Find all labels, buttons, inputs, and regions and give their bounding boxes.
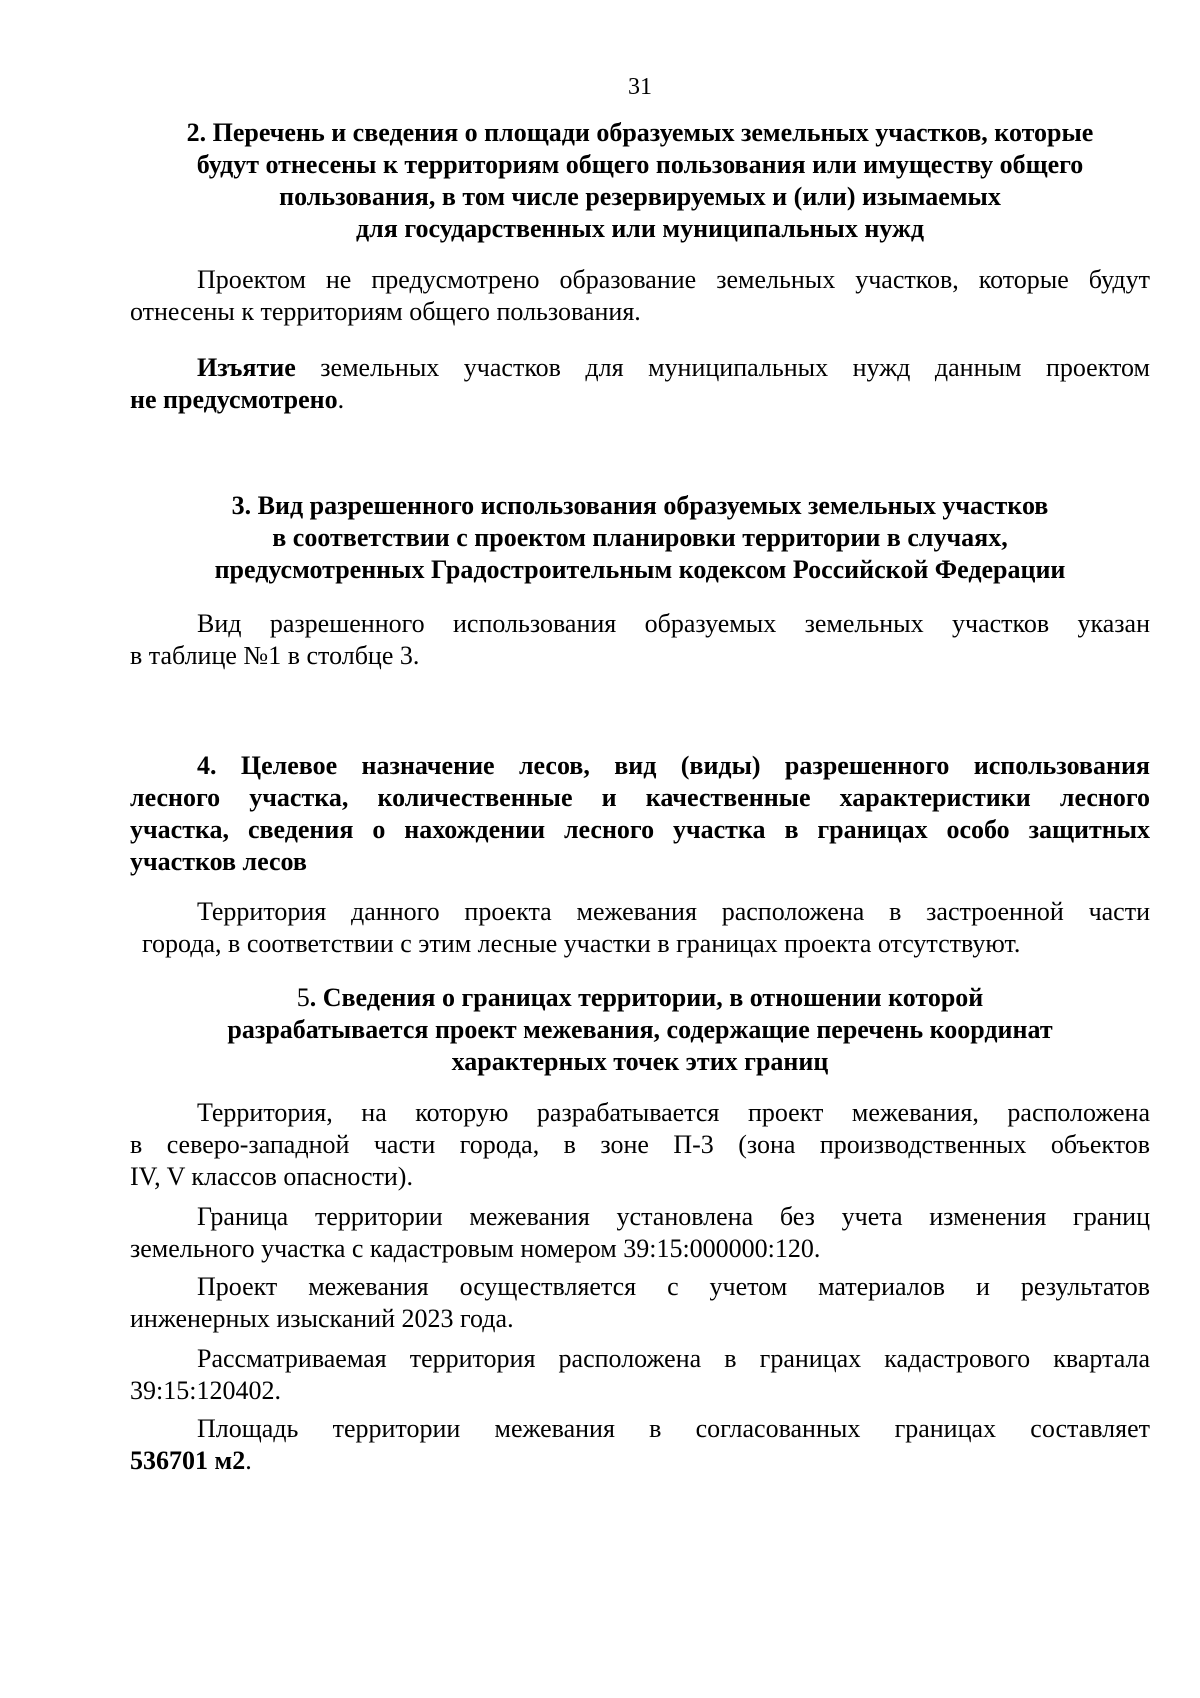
bold-term: не предусмотрено: [130, 385, 338, 414]
heading-line: разрабатывается проект межевания, содержащие перечень координат: [227, 1015, 1053, 1044]
paragraph-line: отнесены к территориям общего пользования.: [130, 297, 641, 326]
paragraph-line: [130, 1445, 1150, 1477]
paragraph-line: 39:15:120402.: [130, 1376, 281, 1405]
heading-line: для государственных или муниципальных нужд: [356, 214, 924, 243]
section-5-paragraph-5: [130, 1413, 1150, 1477]
section-3-paragraph-1: [130, 608, 1150, 672]
paragraph-line: в северо-западной части города, в зоне П-3 (зона производственных объектов: [130, 1130, 1150, 1159]
heading-line: участка, сведения о нахождении лесного участка в границах особо защитных: [130, 815, 1150, 844]
section-5-paragraph-1: [130, 1097, 1150, 1193]
text-run: . Сведения о границах территории, в отношении которой: [309, 983, 984, 1012]
page-number: 31: [628, 74, 652, 100]
section-5-paragraph-4: [130, 1343, 1150, 1407]
heading-line: 2. Перечень и сведения о площади образуемых земельных участков, которые: [186, 118, 1094, 147]
heading-line: участков лесов: [130, 847, 307, 876]
section-3-heading: [130, 490, 1150, 586]
section-5-paragraph-3: [130, 1271, 1150, 1335]
paragraph-line: Площадь территории межевания в согласованных границах составляет: [197, 1414, 1150, 1443]
paragraph-line: IV, V классов опасности).: [130, 1162, 413, 1191]
heading-line: 4. Целевое назначение лесов, вид (виды) разрешенного использования: [197, 751, 1150, 780]
section-2-paragraph-2: [130, 352, 1150, 416]
section-2-heading: [130, 117, 1150, 245]
heading-line: в соответствии с проектом планировки территории в случаях,: [272, 523, 1008, 552]
paragraph-line: Граница территории межевания установлена без учета изменения границ: [197, 1202, 1150, 1231]
paragraph-line: Проект межевания осуществляется с учетом материалов и результатов: [197, 1272, 1150, 1301]
heading-line: предусмотренных Градостроительным кодексом Российской Федерации: [214, 555, 1066, 584]
paragraph-line: инженерных изысканий 2023 года.: [130, 1304, 514, 1333]
paragraph-line: земельного участка с кадастровым номером 39:15:000000:120.: [130, 1234, 821, 1263]
paragraph-line: [130, 352, 1150, 384]
section-5-paragraph-2: [130, 1201, 1150, 1265]
area-value: 536701 м2: [130, 1446, 246, 1475]
heading-line: [130, 982, 1150, 1014]
paragraph-line: Территория данного проекта межевания расположена в застроенной части: [197, 897, 1150, 926]
heading-line: лесного участка, количественные и качественные характеристики лесного: [130, 783, 1150, 812]
bold-term: Изъятие: [197, 353, 296, 382]
text-run: земельных участков для муниципальных нужд данным проектом: [295, 353, 1150, 382]
paragraph-line: Проектом не предусмотрено образование земельных участков, которые будут: [197, 265, 1150, 294]
text-run: .: [337, 385, 345, 414]
paragraph-line: Рассматриваемая территория расположена в границах кадастрового квартала: [197, 1344, 1150, 1373]
paragraph-line: [130, 384, 1150, 416]
text-run: .: [245, 1446, 252, 1475]
paragraph-line: в таблице №1 в столбце 3.: [130, 641, 420, 670]
heading-line: будут отнесены к территориям общего пользования или имуществу общего: [196, 150, 1084, 179]
paragraph-line: Территория, на которую разрабатывается проект межевания, расположена: [197, 1098, 1150, 1127]
heading-line: характерных точек этих границ: [451, 1047, 829, 1076]
heading-line: 3. Вид разрешенного использования образуемых земельных участков: [231, 491, 1049, 520]
section-4-heading: [130, 750, 1150, 878]
section-2-paragraph-1: [130, 264, 1150, 328]
section-number: 5: [296, 983, 310, 1012]
paragraph-line: города, в соответствии с этим лесные участки в границах проекта отсутствуют.: [142, 929, 1021, 958]
section-4-paragraph-1: [130, 896, 1150, 960]
paragraph-line: Вид разрешенного использования образуемых земельных участков указан: [197, 609, 1150, 638]
section-5-heading: [130, 982, 1150, 1078]
heading-line: пользования, в том числе резервируемых и (или) изымаемых: [279, 182, 1001, 211]
